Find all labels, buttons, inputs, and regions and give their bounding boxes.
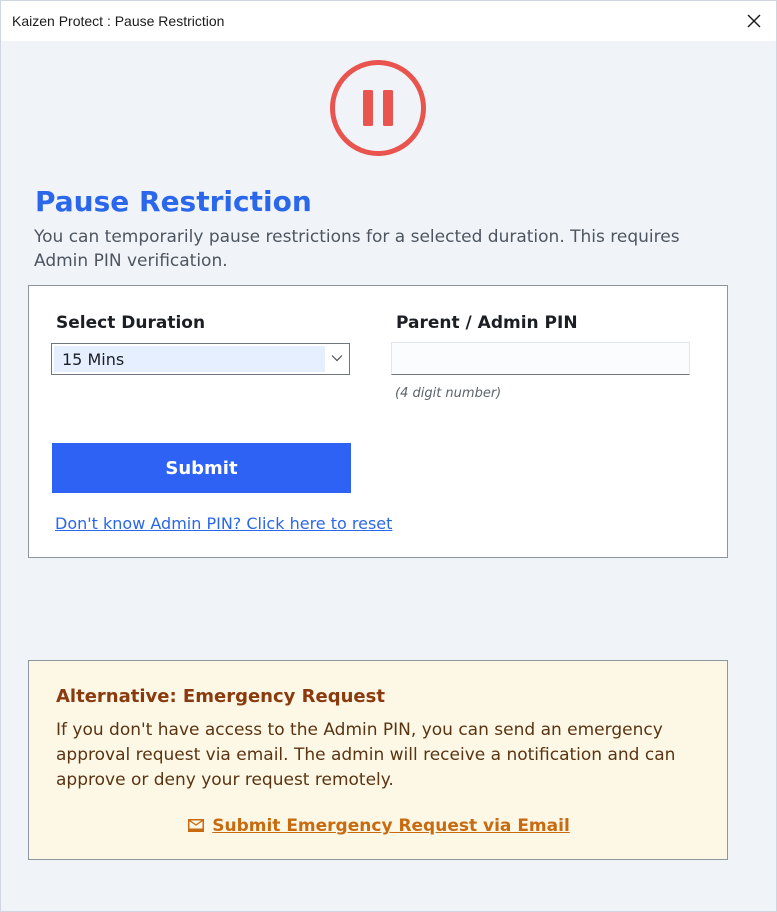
emergency-link-label: Submit Emergency Request via Email xyxy=(212,816,570,836)
close-icon xyxy=(747,14,761,28)
emergency-title: Alternative: Emergency Request xyxy=(56,686,385,707)
pin-input[interactable] xyxy=(391,342,690,375)
emergency-request-link[interactable] xyxy=(29,816,729,836)
emergency-description: If you don't have access to the Admin PIN, you can send an emergency approval request via email. The admin will receive a notification and can approve or deny your request remotely. xyxy=(56,720,676,790)
emergency-request-card xyxy=(28,660,728,860)
page-subtitle: You can temporarily pause restrictions for a selected duration. This requires Admin PIN verification. xyxy=(34,227,680,271)
pin-hint: (4 digit number) xyxy=(395,386,502,401)
pause-form-card xyxy=(28,285,728,558)
window-title: Kaizen Protect : Pause Restriction xyxy=(12,13,225,29)
submit-button[interactable]: Submit xyxy=(52,443,351,493)
duration-select[interactable] xyxy=(51,343,350,375)
chevron-down-icon xyxy=(331,353,343,363)
pause-circle-icon xyxy=(329,59,427,157)
reset-pin-link[interactable]: Don't know Admin PIN? Click here to reset xyxy=(55,514,393,533)
title-bar xyxy=(1,1,776,41)
duration-label: Select Duration xyxy=(56,313,206,333)
duration-selected-value: 15 Mins xyxy=(62,350,125,369)
page-title: Pause Restriction xyxy=(35,185,312,218)
close-button[interactable] xyxy=(732,1,776,41)
pin-label: Parent / Admin PIN xyxy=(396,313,578,333)
mail-icon xyxy=(188,819,204,832)
